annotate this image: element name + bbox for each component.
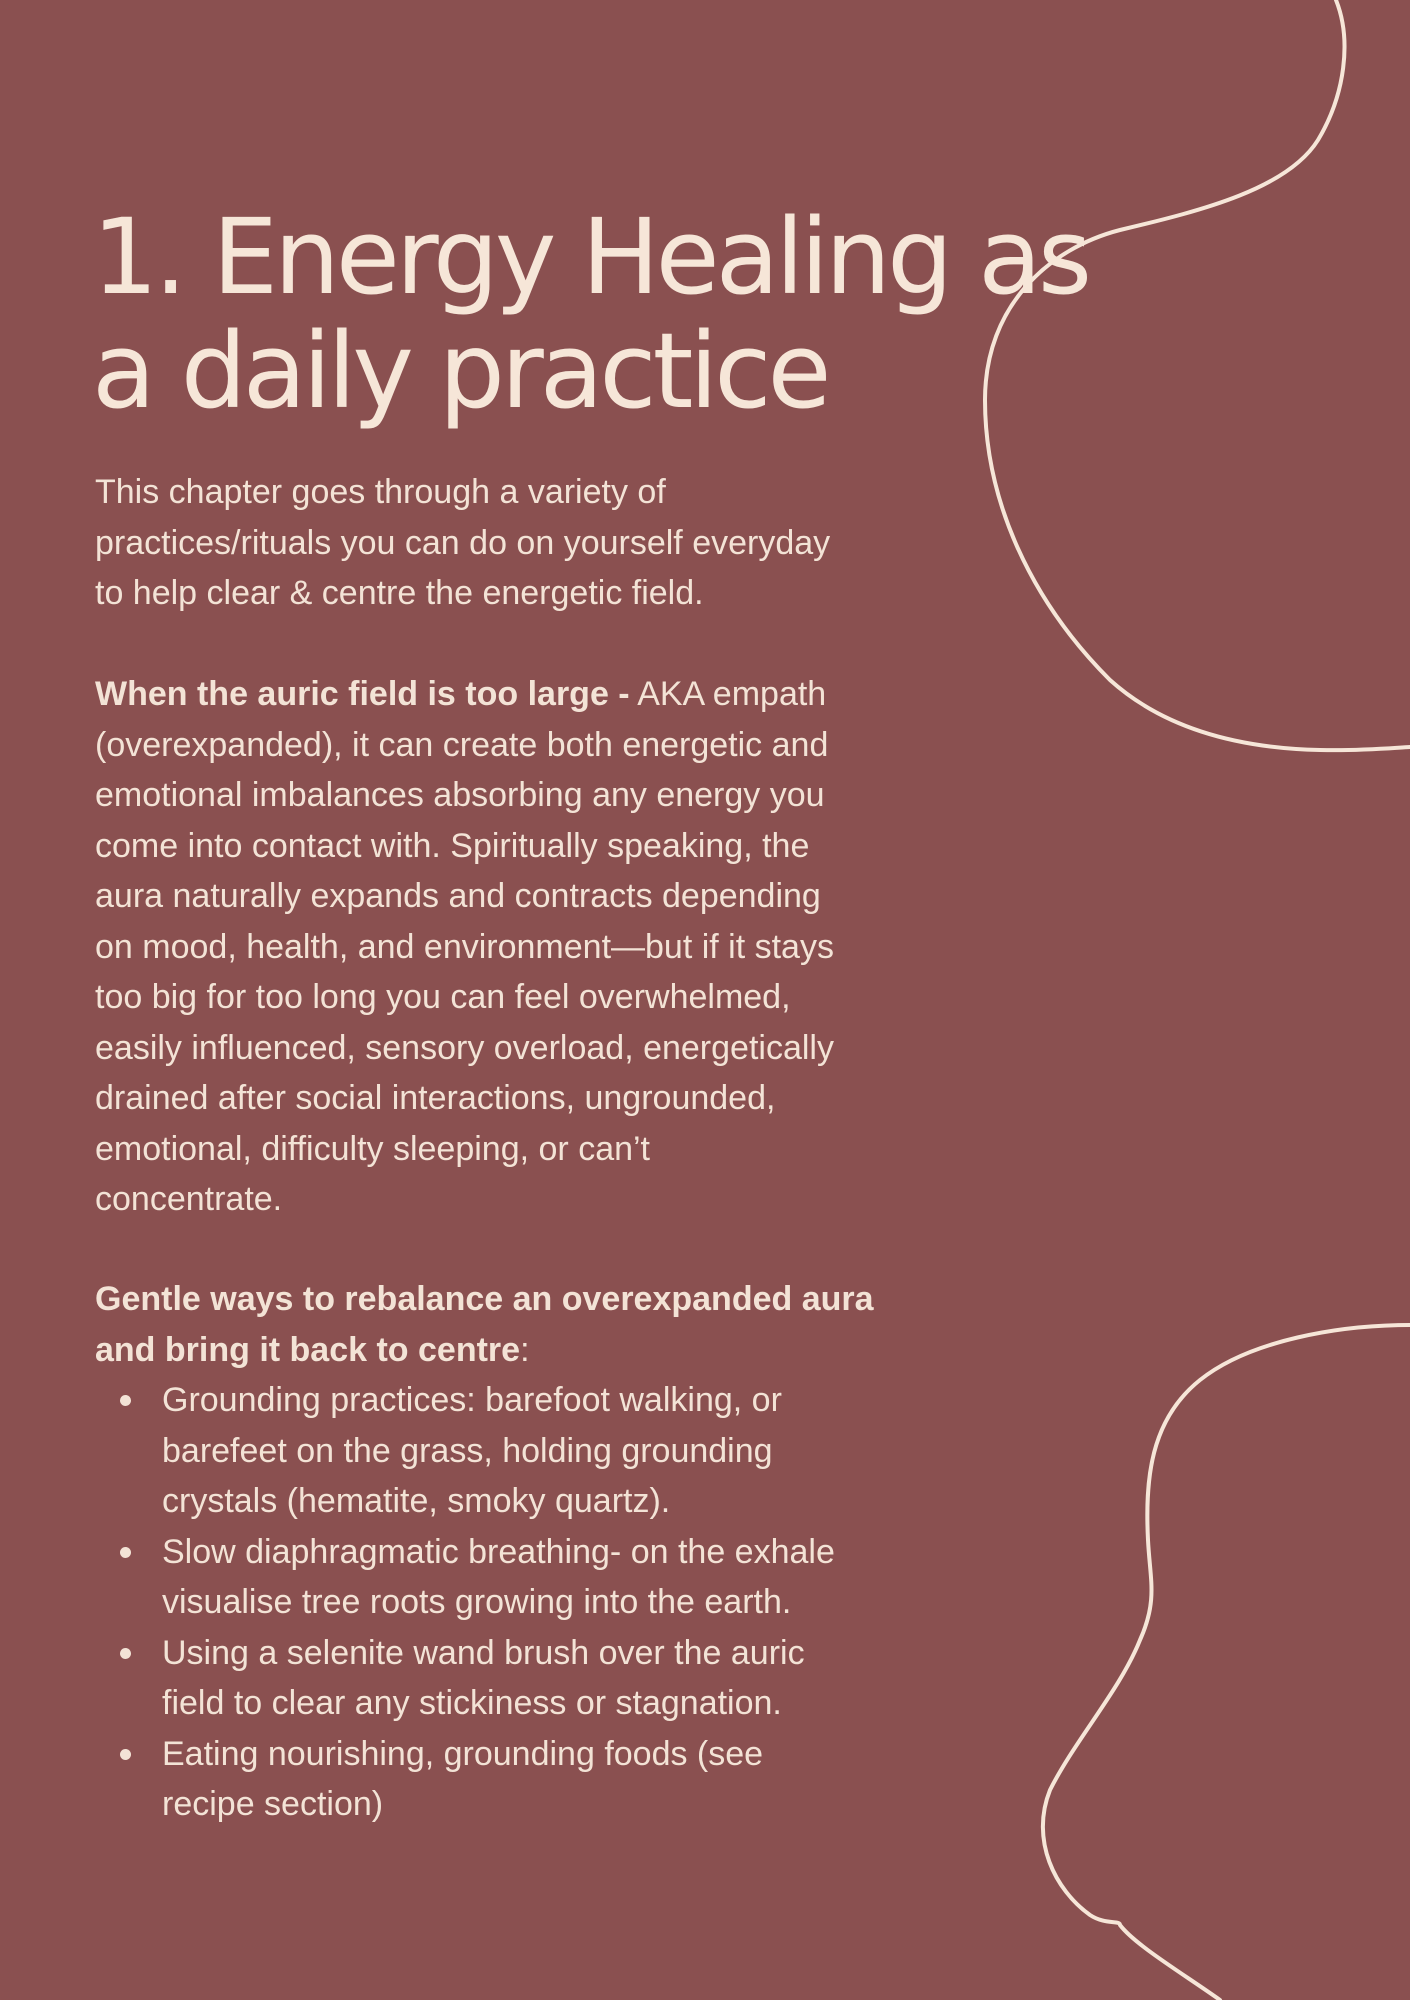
title-line-2: a daily practice <box>92 310 828 432</box>
list-item-line: Grounding practices: barefoot walking, or <box>162 1381 782 1419</box>
list-item-line: Using a selenite wand brush over the auric <box>162 1633 805 1672</box>
intro-line: practices/rituals you can do on yourself everyday <box>95 523 831 562</box>
bullet-dot-icon <box>120 1648 131 1659</box>
list-item-line: field to clear any stickiness or stagnation. <box>162 1684 782 1722</box>
bottom-wave-line <box>1043 1325 1410 2000</box>
intro-paragraph <box>95 467 975 619</box>
list-item <box>95 1375 995 1527</box>
auric-line: too big for too long you can feel overwhelmed, <box>95 978 791 1016</box>
list-item <box>95 1527 995 1628</box>
list-item-line: barefeet on the grass, holding grounding <box>162 1431 773 1470</box>
gentle-heading-line-1: Gentle ways to rebalance an overexpanded aura <box>95 1280 874 1318</box>
list-item-line: recipe section) <box>162 1785 384 1823</box>
auric-lead-bold: When the auric field is too large - <box>95 675 630 713</box>
bullet-dot-icon <box>120 1395 131 1406</box>
auric-line: come into contact with. Spiritually speaking, the <box>95 826 810 865</box>
auric-line: on mood, health, and environment—but if it stays <box>95 927 834 966</box>
auric-field-paragraph <box>95 669 975 1225</box>
rebalance-list <box>95 1375 995 1830</box>
list-item-line: visualise tree roots growing into the earth. <box>162 1583 792 1621</box>
list-item-line: crystals (hematite, smoky quartz). <box>162 1482 671 1520</box>
auric-line: aura naturally expands and contracts depending <box>95 877 821 915</box>
title-line-1: 1. Energy Healing as <box>92 196 1089 318</box>
list-item <box>95 1628 995 1729</box>
gentle-heading-line-2 <box>95 1325 975 1376</box>
list-item-line: Slow diaphragmatic breathing- on the exhale <box>162 1532 835 1571</box>
auric-lead-rest: AKA empath <box>629 675 827 713</box>
bullet-dot-icon <box>120 1749 131 1760</box>
gentle-ways-heading <box>95 1274 975 1375</box>
intro-line: to help clear & centre the energetic field. <box>95 574 704 612</box>
list-item-line: Eating nourishing, grounding foods (see <box>162 1734 764 1773</box>
list-item <box>95 1729 995 1830</box>
gentle-heading-bold: and bring it back to centre <box>95 1330 521 1369</box>
auric-line: concentrate. <box>95 1180 283 1218</box>
auric-lead-line <box>95 669 975 720</box>
page-title <box>92 196 1089 432</box>
auric-line: drained after social interactions, ungrounded, <box>95 1079 776 1117</box>
auric-line: emotional, difficulty sleeping, or can’t <box>95 1129 651 1168</box>
gentle-heading-rest: : <box>520 1330 530 1369</box>
intro-line: This chapter goes through a variety of <box>95 473 666 511</box>
auric-line: easily influenced, sensory overload, energetically <box>95 1028 834 1067</box>
auric-line: (overexpanded), it can create both energetic and <box>95 725 829 764</box>
auric-line: emotional imbalances absorbing any energy you <box>95 776 825 814</box>
bullet-dot-icon <box>120 1547 131 1558</box>
